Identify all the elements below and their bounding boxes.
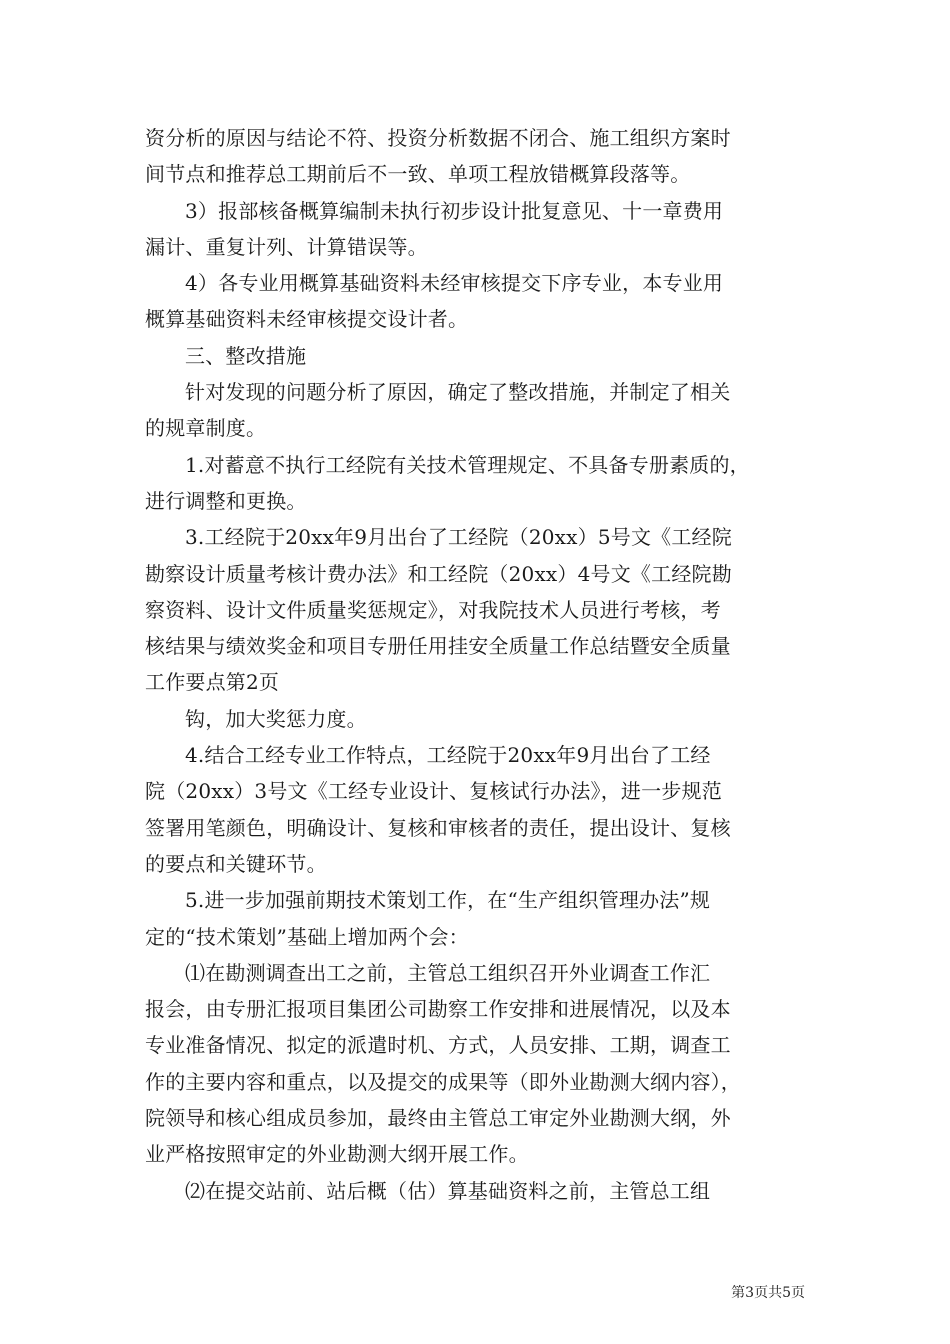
document-body	[145, 120, 805, 1209]
text-line: 5.进一步加强前期技术策划工作，在“生产组织管理办法”规	[185, 888, 711, 913]
text-line: 勘察设计质量考核计费办法》和工经院（20xx）4号文《工经院勘	[145, 561, 732, 586]
text-line: 针对发现的问题分析了原因，确定了整改措施，并制定了相关	[185, 380, 731, 405]
page-number: 第3页共5页	[731, 1285, 805, 1301]
text-line: 概算基础资料未经审核提交设计者。	[145, 307, 469, 332]
text-line: 漏计、重复计列、计算错误等。	[145, 234, 428, 259]
text-line: 进行调整和更换。	[145, 488, 307, 513]
text-line: 定的“技术策划”基础上增加两个会：	[145, 924, 469, 949]
text-line: 工作要点第2页	[145, 670, 280, 695]
paragraph	[145, 265, 805, 338]
text-line: 察资料、设计文件质量奖惩规定》，对我院技术人员进行考核，考	[145, 597, 721, 622]
text-line: 业严格按照审定的外业勘测大纲开展工作。	[145, 1142, 529, 1167]
text-line: 钩，加大奖惩力度。	[185, 706, 367, 731]
text-line: 院（20xx）3号文《工经专业设计、复核试行办法》，进一步规范	[145, 779, 722, 804]
text-line: 专业准备情况、拟定的派遣时机、方式，人员安排、工期，调查工	[145, 1033, 731, 1058]
paragraph	[145, 882, 805, 955]
text-line: 3.工经院于20xx年9月出台了工经院（20xx）5号文《工经院	[185, 525, 732, 550]
text-line: 间节点和推荐总工期前后不一致、单项工程放错概算段落等。	[145, 162, 691, 187]
text-line: 的规章制度。	[145, 416, 267, 441]
paragraph	[145, 447, 805, 520]
paragraph	[145, 120, 805, 193]
text-line: 4.结合工经专业工作特点，工经院于20xx年9月出台了工经	[185, 743, 711, 768]
text-line: 的要点和关键环节。	[145, 851, 327, 876]
paragraph	[145, 519, 805, 700]
text-line: 报会，由专册汇报项目集团公司勘察工作安排和进展情况，以及本	[145, 997, 731, 1022]
text-line: ⑵在提交站前、站后概（估）算基础资料之前，主管总工组	[185, 1178, 711, 1203]
paragraph	[145, 955, 805, 1173]
text-line: 1.对蓄意不执行工经院有关技术管理规定、不具备专册素质的，	[185, 452, 750, 477]
text-line: 签署用笔颜色，明确设计、复核和审核者的责任，提出设计、复核	[145, 815, 731, 840]
text-line: 3）报部核备概算编制未执行初步设计批复意见、十一章费用	[185, 198, 724, 223]
paragraph	[145, 1173, 805, 1209]
paragraph	[145, 701, 805, 737]
text-line: 三、整改措施	[185, 343, 307, 368]
section-heading	[145, 338, 805, 374]
text-line: 4）各专业用概算基础资料未经审核提交下序专业，本专业用	[185, 271, 724, 296]
text-line: 核结果与绩效奖金和项目专册任用挂安全质量工作总结暨安全质量	[145, 634, 731, 659]
text-line: 资分析的原因与结论不符、投资分析数据不闭合、施工组织方案时	[145, 126, 731, 150]
paragraph	[145, 193, 805, 266]
text-line: 作的主要内容和重点，以及提交的成果等（即外业勘测大纲内容），	[145, 1069, 741, 1094]
text-line: 院领导和核心组成员参加，最终由主管总工审定外业勘测大纲，外	[145, 1106, 731, 1131]
paragraph	[145, 737, 805, 882]
paragraph	[145, 374, 805, 447]
text-line: ⑴在勘测调查出工之前，主管总工组织召开外业调查工作汇	[185, 960, 711, 985]
